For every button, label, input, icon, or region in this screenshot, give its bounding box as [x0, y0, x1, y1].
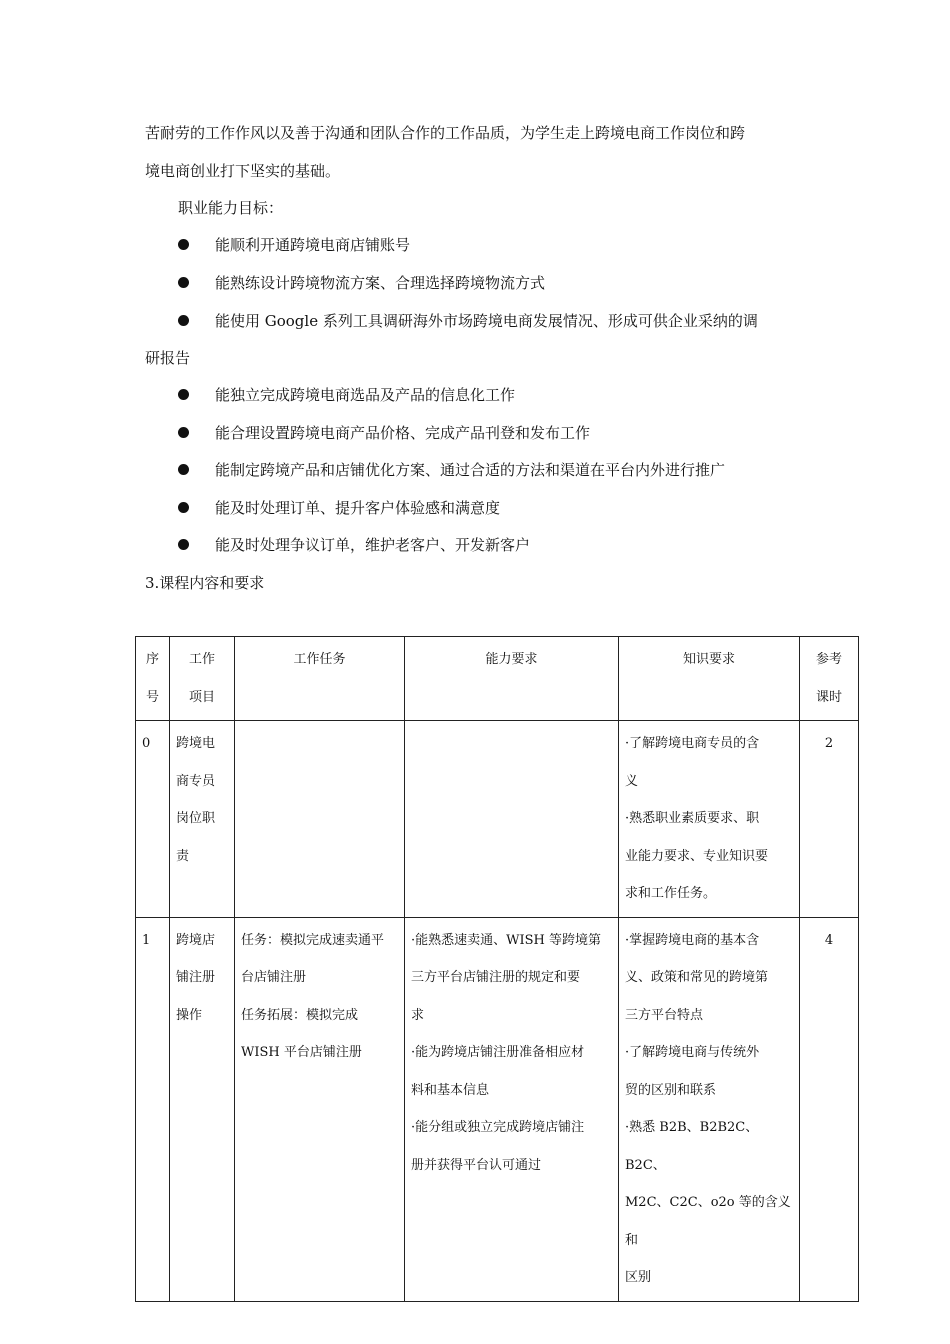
bullet-icon	[178, 502, 189, 513]
header-hours: 参考 课时	[800, 637, 859, 721]
task-cell	[235, 721, 405, 918]
bullet-item: 能制定跨境产品和店铺优化方案、通过合适的方法和渠道在平台内外进行推广	[178, 452, 725, 489]
intro-line-2: 境电商创业打下坚实的基础。	[145, 162, 341, 180]
bullet-icon	[178, 239, 189, 250]
bullet-icon	[178, 389, 189, 400]
bullet-item: 能熟练设计跨境物流方案、合理选择跨境物流方式	[178, 265, 545, 302]
header-task: 工作任务	[235, 637, 405, 721]
header-seq: 序 号	[136, 637, 170, 721]
bullet-item: 能独立完成跨境电商选品及产品的信息化工作	[178, 377, 515, 414]
knowledge-cell: ·了解跨境电商专员的含 义 ·熟悉职业素质要求、职 业能力要求、专业知识要 求和工作任务。	[619, 721, 800, 918]
header-item: 工作 项目	[170, 637, 235, 721]
hours-cell: 2	[800, 721, 859, 918]
bullet-item: 能合理设置跨境电商产品价格、完成产品刊登和发布工作	[178, 415, 590, 452]
item-cell: 跨境电 商专员 岗位职 责	[170, 721, 235, 918]
ability-heading: 职业能力目标：	[178, 199, 284, 217]
header-ability: 能力要求	[405, 637, 619, 721]
item-cell: 跨境店 铺注册 操作	[170, 917, 235, 1301]
ability-cell	[405, 721, 619, 918]
intro-line-1: 苦耐劳的工作作风以及善于沟通和团队合作的工作品质，为学生走上跨境电商工作岗位和跨	[145, 124, 746, 142]
table-row	[136, 917, 859, 1301]
bullet-icon	[178, 315, 189, 326]
table-row	[136, 721, 859, 918]
bullet-icon	[178, 427, 189, 438]
seq-cell: 0	[136, 721, 170, 918]
bullet-item: 能使用 Google 系列工具调研海外市场跨境电商发展情况、形成可供企业采纳的调	[178, 303, 758, 340]
bullet-icon	[178, 464, 189, 475]
knowledge-cell: ·掌握跨境电商的基本含 义、政策和常见的跨境第 三方平台特点 ·了解跨境电商与传统外 贸的区别和联系 ·熟悉 B2B、B2B2C、B2C、 M2C、C2C、o2o 等的含义和 区别	[619, 917, 800, 1301]
course-table	[135, 636, 859, 1302]
bullet-item: 能及时处理订单、提升客户体验感和满意度	[178, 490, 500, 527]
bullet-continuation: 研报告	[145, 349, 191, 367]
bullet-icon	[178, 277, 189, 288]
hours-cell: 4	[800, 917, 859, 1301]
table-header-row	[136, 637, 859, 721]
seq-cell: 1	[136, 917, 170, 1301]
header-knowledge: 知识要求	[619, 637, 800, 721]
section-title: 3.课程内容和要求	[145, 574, 265, 592]
bullet-item: 能及时处理争议订单，维护老客户、开发新客户	[178, 527, 530, 564]
ability-cell: ·能熟悉速卖通、WISH 等跨境第 三方平台店铺注册的规定和要 求 ·能为跨境店铺注册准备相应材 料和基本信息 ·能分组或独立完成跨境店铺注 册并获得平台认可通过	[405, 917, 619, 1301]
bullet-item: 能顺利开通跨境电商店铺账号	[178, 227, 410, 264]
task-cell: 任务：模拟完成速卖通平 台店铺注册 任务拓展：模拟完成 WISH 平台店铺注册	[235, 917, 405, 1301]
bullet-icon	[178, 539, 189, 550]
